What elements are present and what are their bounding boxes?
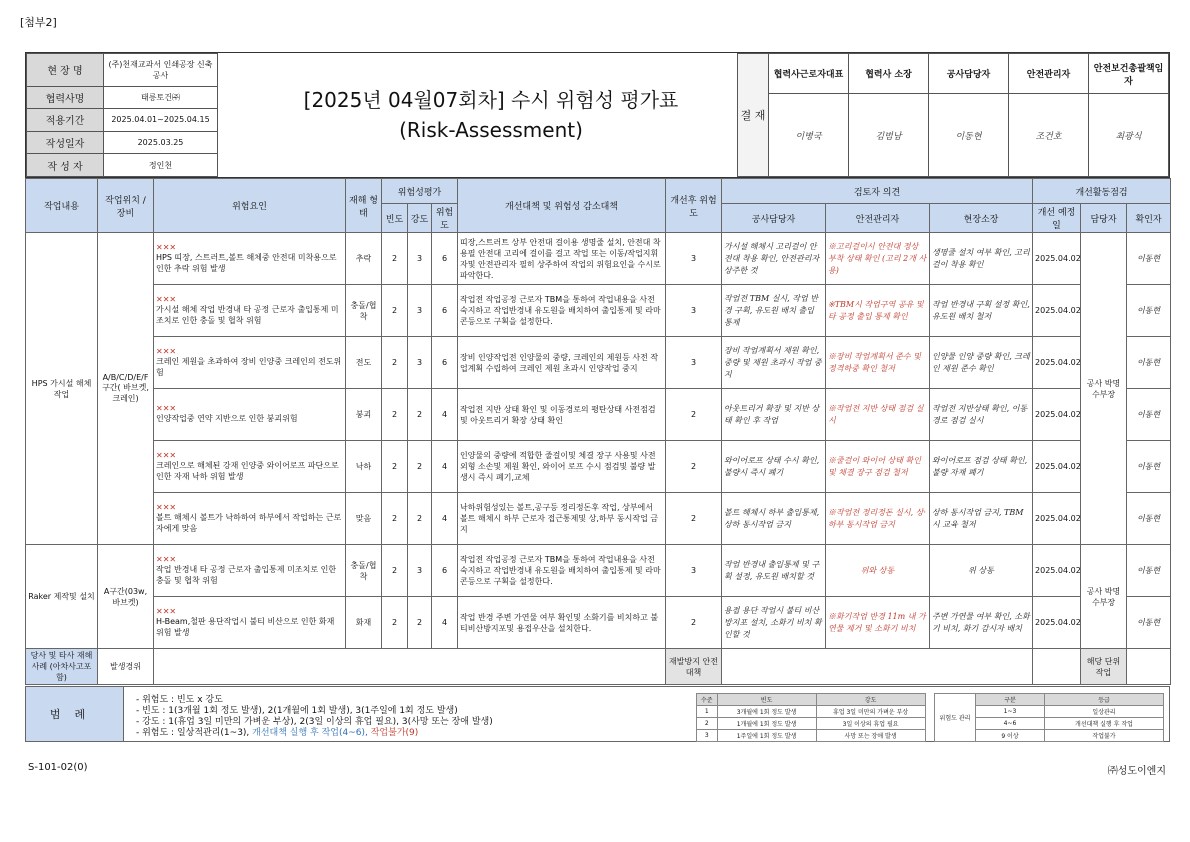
table-row (26, 545, 1171, 597)
header-measures: 개선대책 및 위험성 감소대책 (458, 179, 666, 233)
risk-after: 3 (666, 545, 722, 597)
risk-cell: 4~6 (976, 718, 1045, 730)
work-name: Raker 제작및 설치 (26, 545, 98, 649)
info-label: 작 성 자 (27, 154, 104, 177)
header-rev-manager: 공사담당자 (722, 204, 826, 233)
info-value: 2025.03.25 (104, 131, 218, 154)
review-safety: 위와 상동 (826, 545, 930, 597)
review-safety: ※고리걸이시 안전대 정상 부착 상태 확인 (고리 2개 사용) (826, 233, 930, 285)
review-safety: ※작업전 정리정돈 실시, 상·하부 동시작업 금지 (826, 493, 930, 545)
table-row (26, 285, 1171, 337)
work-location: A/B/C/D/E/F구간( 바브켓, 크레인) (98, 233, 154, 545)
info-value: 정인천 (104, 154, 218, 177)
severity: 3 (408, 337, 432, 389)
risk-assessment-table (25, 178, 1171, 685)
confirmer: 이동현 (1127, 441, 1171, 493)
title-line1: [2025년 04월07회차] 수시 위험성 평가표 (303, 88, 679, 112)
header-review: 검토자 의견 (722, 179, 1033, 204)
strike-mark-icon: ✕✕✕ (156, 554, 177, 564)
review-manager: 장비 작업계획서 제원 확인, 중량 및 제원 초과시 작업 중지 (722, 337, 826, 389)
risk-after: 2 (666, 597, 722, 649)
approver-title: 협력사 소장 (849, 54, 929, 94)
table-row (26, 337, 1171, 389)
header-severity: 강도 (408, 204, 432, 233)
severity: 2 (408, 597, 432, 649)
confirmer: 이동현 (1127, 389, 1171, 441)
info-value: 2025.04.01~2025.04.15 (104, 109, 218, 132)
confirmer: 이동현 (1127, 285, 1171, 337)
confirmer: 이동현 (1127, 337, 1171, 389)
hazard-cell: ✕✕✕ 크레인으로 해체된 강재 인양중 와이어로프 파단으로 인한 자재 낙하 위험 발생 (154, 441, 346, 493)
review-safety: ※작업전 지반 상태 점검 실시 (826, 389, 930, 441)
occurrence-content (154, 649, 666, 685)
level-cell: 2 (697, 718, 718, 730)
header-freq: 빈도 (382, 204, 408, 233)
measure: 작업전 지반 상태 확인 및 이동경로의 평탄상태 사전점검 및 아웃트리거 확장 상태 확인 (458, 389, 666, 441)
confirmer: 이동현 (1127, 545, 1171, 597)
header-section (25, 52, 1170, 178)
risk-cell: 개선대책 실행 후 작업 (1045, 718, 1164, 730)
level-header: 빈도 (717, 694, 816, 706)
header-plan-date: 개선 예정일 (1033, 204, 1081, 233)
risk-after: 3 (666, 233, 722, 285)
info-label: 현 장 명 (27, 54, 104, 87)
info-value: 태릉토건㈜ (104, 86, 218, 109)
level-header: 수준 (697, 694, 718, 706)
header-risk-after: 개선후 위험도 (666, 179, 722, 233)
disaster-type: 추락 (346, 233, 382, 285)
review-safety: ※장비 작업계획서 준수 및 정격하중 확인 철저 (826, 337, 930, 389)
level-cell: 3일 이상의 휴업 필요 (816, 718, 925, 730)
approval-label: 결 재 (738, 54, 769, 177)
work-name: HPS 가시설 해체작업 (26, 233, 98, 545)
review-site: 와이어로프 점검 상태 확인, 불량 자재 폐기 (930, 441, 1033, 493)
risk-cell: 9 이상 (976, 730, 1045, 742)
signature: 최광식 (1089, 94, 1169, 177)
disaster-type: 충돌/협착 (346, 545, 382, 597)
risk-after: 3 (666, 285, 722, 337)
strike-mark-icon: ✕✕✕ (156, 242, 177, 252)
risk: 6 (432, 285, 458, 337)
plan-date: 2025.04.02 (1033, 389, 1081, 441)
signature: 조건호 (1009, 94, 1089, 177)
measure: 띠장,스트러트 상부 안전대 걸이용 생명줄 설치, 안전대 착용필 안전대 고리에 걸이를 걸고 작업 또는 이동/작업지휘자및 안전관리자 필히 상주하여 작업의 위험요인을 수시로 파악한다. (458, 233, 666, 285)
plan-date: 2025.04.02 (1033, 597, 1081, 649)
risk-header: 등급 (1045, 694, 1164, 706)
risk-cell: 작업불가 (1045, 730, 1164, 742)
review-manager: 용접 용단 작업시 불티 비산방지포 설치, 소화기 비치 확인할 것 (722, 597, 826, 649)
freq: 2 (382, 337, 408, 389)
legend-line: - 강도 : 1(휴업 3일 미만의 가벼운 부상), 2(3일 이상의 휴업 필요), 3(사망 또는 장애 발생) (136, 717, 493, 727)
info-label: 협력사명 (27, 86, 104, 109)
risk-management-label: 위험도 관리 (935, 694, 976, 742)
legend-label: 범례 (26, 687, 124, 741)
table-row (26, 597, 1171, 649)
hazard-cell: ✕✕✕ 볼트 해체시 볼트가 낙하하여 하부에서 작업하는 근로자에게 맞음 (154, 493, 346, 545)
legend-line: - 빈도 : 1(3개월 1회 정도 발생), 2(1개월에 1회 발생), 3(1주일에 1회 정도 발생) (136, 706, 458, 716)
header-check: 개선활동점검 (1033, 179, 1171, 204)
strike-mark-icon: ✕✕✕ (156, 502, 177, 512)
measure: 작업 반경 주변 가연물 여부 확인및 소화기를 비치하고 불티비산방지포및 용접우산을 설치한다. (458, 597, 666, 649)
signature: 이동현 (929, 94, 1009, 177)
hazard-cell: ✕✕✕ 가시설 해체 작업 반경내 타 공정 근로자 출입통제 미조치로 인한 충돌 및 협착 위험 (154, 285, 346, 337)
confirmer: 이동현 (1127, 233, 1171, 285)
review-site: 작업 반경내 구획 설정 확인, 유도원 배치 철저 (930, 285, 1033, 337)
header-person: 담당자 (1081, 204, 1127, 233)
level-cell: 사망 또는 장애 발생 (816, 730, 925, 742)
attachment-label: [첨부2] (20, 16, 57, 29)
info-label: 작성일자 (27, 131, 104, 154)
review-manager: 가시설 해체시 고리걸이 안전대 착용 확인, 안전관리자 상주한 것 (722, 233, 826, 285)
plan-date: 2025.04.02 (1033, 545, 1081, 597)
level-cell: 1주일에 1회 정도 발생 (717, 730, 816, 742)
header-risk: 위험도 (432, 204, 458, 233)
plan-date: 2025.04.02 (1033, 233, 1081, 285)
strike-mark-icon: ✕✕✕ (156, 346, 177, 356)
header-hazard: 위험요인 (154, 179, 346, 233)
project-info-table (26, 53, 218, 177)
prevention-content (722, 649, 1033, 685)
confirmer: 이동현 (1127, 597, 1171, 649)
review-safety: ※줄걸이 와이어 상태 확인 및 체결 장구 점검 철저 (826, 441, 930, 493)
legend-lines (136, 695, 493, 739)
prevention-label: 재발방지 안전대책 (666, 649, 722, 685)
title-line2: (Risk-Assessment) (399, 118, 583, 142)
header-rev-site: 현장소장 (930, 204, 1033, 233)
freq: 2 (382, 389, 408, 441)
level-cell: 1 (697, 706, 718, 718)
legend-section (25, 686, 1170, 742)
review-safety: ※TBM시 작업구역 공유 및 타 공정 출입 통제 확인 (826, 285, 930, 337)
level-cell: 1개월에 1회 정도 발생 (717, 718, 816, 730)
disaster-type: 화재 (346, 597, 382, 649)
freq: 2 (382, 441, 408, 493)
person-in-charge: 공사 박명수부장 (1081, 233, 1127, 545)
approver-title: 공사담당자 (929, 54, 1009, 94)
risk: 4 (432, 441, 458, 493)
header-work: 작업내용 (26, 179, 98, 233)
hazard-cell: ✕✕✕ 인양작업중 연약 지반으로 인한 붕괴위험 (154, 389, 346, 441)
risk-after: 2 (666, 389, 722, 441)
header-rev-safety: 안전관리자 (826, 204, 930, 233)
header-disaster-type: 재해 형태 (346, 179, 382, 233)
plan-date: 2025.04.02 (1033, 493, 1081, 545)
review-manager: 와이어로프 상태 수시 확인, 불량시 즉시 폐기 (722, 441, 826, 493)
signature: 김범남 (849, 94, 929, 177)
risk-header: 구분 (976, 694, 1045, 706)
hazard-cell: ✕✕✕ 작업 반경내 타 공정 근로자 출입통제 미조치로 인한 충돌 및 협착 위험 (154, 545, 346, 597)
info-value: (주)천재교과서 인쇄공장 신축공사 (104, 54, 218, 87)
measure: 인양물의 중량에 적합한 줄걸이및 체결 장구 사용및 사전 외형 소손및 제원 확인, 와이어 로프 수시 점검및 불량 발생시 즉시 폐기,교체 (458, 441, 666, 493)
level-table (696, 693, 926, 742)
freq: 2 (382, 597, 408, 649)
severity: 2 (408, 389, 432, 441)
review-manager: 작업전 TBM 실시, 작업 반경 구획, 유도원 배치 출입 통제 (722, 285, 826, 337)
review-site: 인양물 인양 중량 확인, 크레인 제원 준수 확인 (930, 337, 1033, 389)
legend-line: - 위험도 : 빈도 x 강도 (136, 695, 223, 705)
person-in-charge: 공사 박명수부장 (1081, 545, 1127, 649)
level-cell: 3 (697, 730, 718, 742)
plan-date: 2025.04.02 (1033, 285, 1081, 337)
disaster-type: 전도 (346, 337, 382, 389)
header-confirmer: 확인자 (1127, 204, 1171, 233)
risk: 6 (432, 233, 458, 285)
legend-line: - 위험도 : 일상적관리(1~3), 개선대책 실행 후 작업(4~6), 작업불가(9) (136, 728, 419, 738)
freq: 2 (382, 285, 408, 337)
risk-management-table (934, 693, 1164, 742)
blank-cell (1033, 649, 1081, 685)
approval-table (737, 53, 1169, 177)
level-cell: 3개월에 1회 정도 발생 (717, 706, 816, 718)
severity: 2 (408, 493, 432, 545)
severity: 3 (408, 285, 432, 337)
level-cell: 휴업 3일 미만의 가벼운 부상 (816, 706, 925, 718)
disaster-type: 낙하 (346, 441, 382, 493)
incident-case-row (26, 649, 1171, 685)
table-row (26, 233, 1171, 285)
unit-work-content (1127, 649, 1171, 685)
freq: 2 (382, 493, 408, 545)
table-row (26, 441, 1171, 493)
table-row (26, 493, 1171, 545)
strike-mark-icon: ✕✕✕ (156, 294, 177, 304)
severity: 2 (408, 441, 432, 493)
document-number: S-101-02(0) (28, 762, 88, 773)
incident-label: 당사 및 타사 재해사례 (아차사고포함) (26, 649, 98, 685)
disaster-type: 맞음 (346, 493, 382, 545)
risk: 6 (432, 337, 458, 389)
measure: 낙하위험성있는 볼트,공구등 정리정돈후 작업, 상부에서 볼트 해체시 하부 근로자 접근통제및 상,하부 동시작업 금지 (458, 493, 666, 545)
table-row (26, 389, 1171, 441)
header-risk-eval: 위험성평가 (382, 179, 458, 204)
approver-title: 안전보건총괄책임자 (1089, 54, 1169, 94)
measure: 작업전 작업공정 근로자 TBM을 통하여 작업내용을 사전 숙지하고 작업반경내 유도원을 배치하여 출입통제 및 라마콘등으로 구획을 설정한다. (458, 285, 666, 337)
review-site: 상하 동시작업 금지, TBM시 교육 철저 (930, 493, 1033, 545)
strike-mark-icon: ✕✕✕ (156, 450, 177, 460)
review-manager: 볼트 해체시 하부 출입통제, 상하 동시작업 금지 (722, 493, 826, 545)
freq: 2 (382, 233, 408, 285)
risk-cell: 일상관리 (1045, 706, 1164, 718)
company-name: ㈜성도이엔지 (1107, 766, 1166, 777)
hazard-cell: ✕✕✕ H-Beam,철판 용단작업시 불티 비산으로 인한 화재 위험 발생 (154, 597, 346, 649)
review-site: 주변 가연물 여부 확인, 소화기 비치, 화기 감시자 배치 (930, 597, 1033, 649)
approver-title: 협력사근로자대표 (769, 54, 849, 94)
review-site: 생명줄 설치 여부 확인, 고리걸이 착용 확인 (930, 233, 1033, 285)
review-safety: ※화기작업 반경 11m 내 가연물 제거 및 소화기 비치 (826, 597, 930, 649)
freq: 2 (382, 545, 408, 597)
risk: 4 (432, 597, 458, 649)
risk-after: 2 (666, 441, 722, 493)
risk-after: 2 (666, 493, 722, 545)
document-title (236, 85, 746, 145)
review-manager: 작업 반경내 출입통제 및 구획 설정, 유도원 배치할 것 (722, 545, 826, 597)
hazard-cell: ✕✕✕ 크레인 제원을 초과하여 장비 인양중 크레인의 전도위험 (154, 337, 346, 389)
signature: 이병국 (769, 94, 849, 177)
strike-mark-icon: ✕✕✕ (156, 404, 177, 413)
review-manager: 아웃트리거 확장 및 지반 상태 확인 후 작업 (722, 389, 826, 441)
severity: 3 (408, 545, 432, 597)
risk: 4 (432, 493, 458, 545)
approver-title: 안전관리자 (1009, 54, 1089, 94)
risk: 6 (432, 545, 458, 597)
confirmer: 이동현 (1127, 493, 1171, 545)
risk-cell: 1~3 (976, 706, 1045, 718)
occurrence-label: 발생경위 (98, 649, 154, 685)
severity: 3 (408, 233, 432, 285)
measure: 작업전 작업공정 근로자 TBM을 통하여 작업내용을 사전 숙지하고 작업반경내 유도원을 배치하여 출입통제 및 라마콘등으로 구획을 설정한다. (458, 545, 666, 597)
work-location: A구간(03w, 바브켓) (98, 545, 154, 649)
review-site: 위 상동 (930, 545, 1033, 597)
disaster-type: 충돌/협착 (346, 285, 382, 337)
header-location: 작업위치 / 장비 (98, 179, 154, 233)
plan-date: 2025.04.02 (1033, 441, 1081, 493)
risk: 4 (432, 389, 458, 441)
unit-work-label: 해당 단위작업 (1081, 649, 1127, 685)
disaster-type: 붕괴 (346, 389, 382, 441)
info-label: 적용기간 (27, 109, 104, 132)
plan-date: 2025.04.02 (1033, 337, 1081, 389)
strike-mark-icon: ✕✕✕ (156, 606, 177, 616)
measure: 장비 인양작업전 인양물의 중량, 크레인의 제원등 사전 작업계획 수립하여 크레인 제원 초과시 인양작업 중지 (458, 337, 666, 389)
risk-after: 3 (666, 337, 722, 389)
hazard-cell: ✕✕✕ HPS 띠장, 스트러트,볼트 해체중 안전대 미착용으로 인한 추락 위험 발생 (154, 233, 346, 285)
level-header: 강도 (816, 694, 925, 706)
review-site: 작업전 지반상태 확인, 이동경로 점검 실시 (930, 389, 1033, 441)
